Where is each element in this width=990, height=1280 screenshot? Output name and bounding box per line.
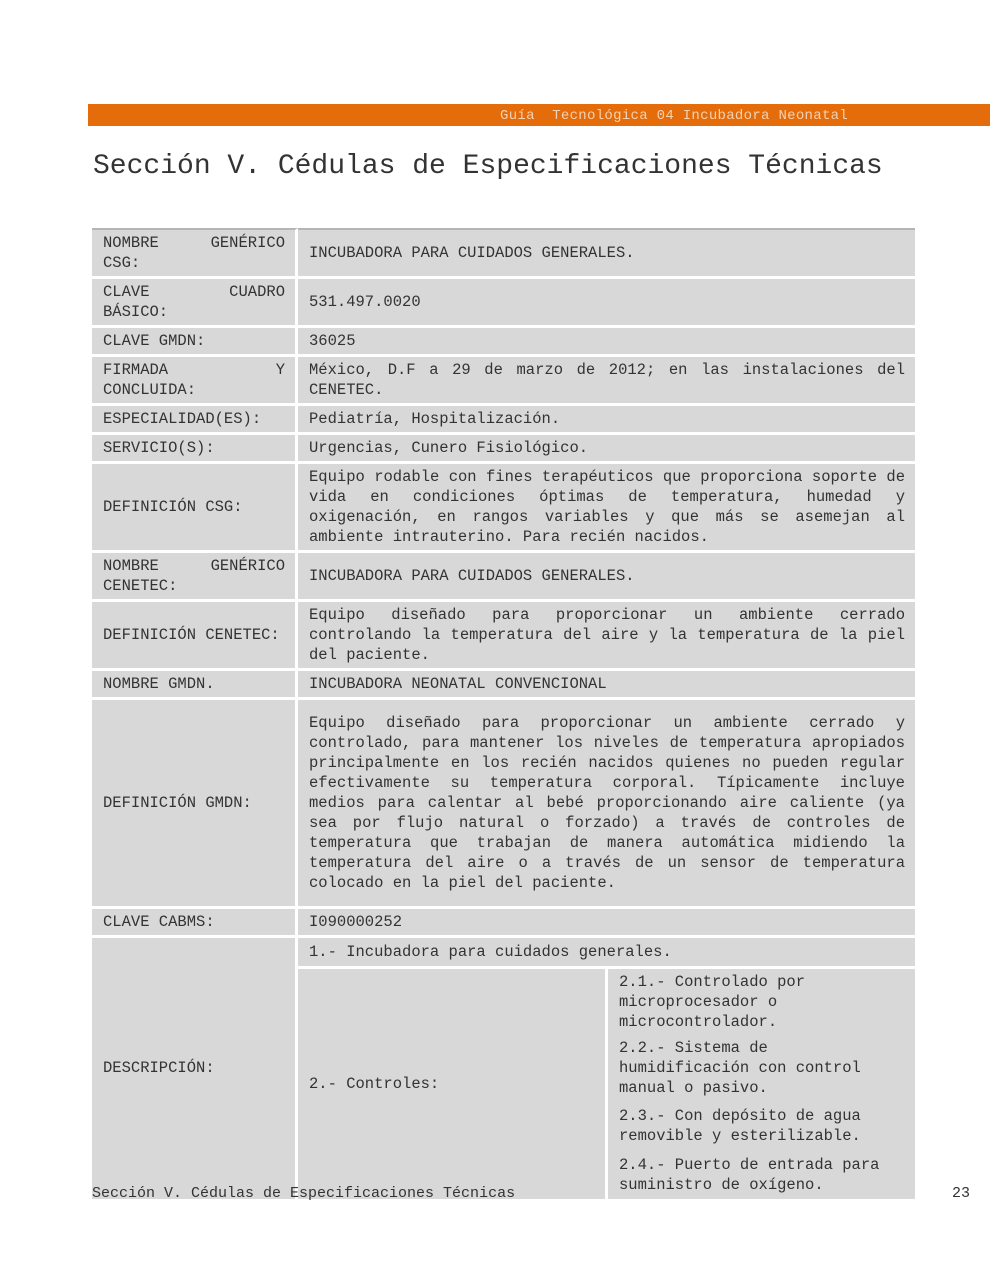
description-item-1: 1.- Incubadora para cuidados generales.: [298, 938, 915, 967]
control-item-row: [608, 1035, 915, 1101]
row-value: INCUBADORA PARA CUIDADOS GENERALES.: [298, 553, 915, 602]
row-label: DEFINICIÓN GMDN:: [92, 700, 298, 909]
description-subtable: [298, 938, 915, 1199]
row-label: NOMBRE GENÉRICO CENETEC:: [92, 553, 298, 602]
table-row: [92, 279, 915, 328]
page-footer: [92, 1184, 970, 1204]
table-row: [92, 553, 915, 602]
controls-row: [298, 967, 915, 1199]
row-label: FIRMADA Y CONCLUIDA:: [92, 357, 298, 406]
control-item: 2.3.- Con depósito de agua removible y esterilizable.: [608, 1101, 915, 1151]
row-label: CLAVE CUADRO BÁSICO:: [92, 279, 298, 328]
control-item: 2.1.- Controlado por microprocesador o microcontrolador.: [608, 969, 915, 1035]
row-label: NOMBRE GMDN.: [92, 671, 298, 700]
controls-subtable: [608, 969, 915, 1199]
row-value: Equipo diseñado para proporcionar un ambiente cerrado controlando la temperatura del aire y la temperatura de la piel del paciente.: [298, 602, 915, 671]
control-item-row: [608, 1101, 915, 1151]
row-label: CLAVE GMDN:: [92, 328, 298, 357]
row-value: Equipo rodable con fines terapéuticos que proporciona soporte de vida en condiciones óptimas de temperatura, humedad y oxigenación, en rangos variables y que más se asemejan al ambiente intrauterino. Para recién nacidos.: [298, 464, 915, 553]
running-header-title: Guía Tecnológica 04 Incubadora Neonatal: [500, 108, 849, 124]
row-value: INCUBADORA PARA CUIDADOS GENERALES.: [298, 228, 915, 279]
controls-label: 2.- Controles:: [298, 967, 607, 1199]
row-label: CLAVE CABMS:: [92, 909, 298, 938]
row-value: 531.497.0020: [298, 279, 915, 328]
control-item: 2.2.- Sistema de humidificación con control manual o pasivo.: [608, 1035, 915, 1101]
row-value: INCUBADORA NEONATAL CONVENCIONAL: [298, 671, 915, 700]
section-title: Sección V. Cédulas de Especificaciones Técnicas: [93, 151, 883, 182]
description-item-row: [298, 938, 915, 967]
table-row: [92, 602, 915, 671]
table-row: [92, 328, 915, 357]
footer-text: Sección V. Cédulas de Especificaciones Técnicas: [92, 1185, 516, 1202]
table-row: [92, 700, 915, 909]
description-label: DESCRIPCIÓN:: [92, 938, 298, 1199]
control-item: 2.4.- Puerto de entrada para suministro de oxígeno.: [608, 1151, 915, 1199]
table-row: [92, 357, 915, 406]
description-cell: [298, 938, 915, 1199]
running-header-bar: [88, 104, 990, 126]
row-label: DEFINICIÓN CSG:: [92, 464, 298, 553]
row-value: Pediatría, Hospitalización.: [298, 406, 915, 435]
table-row: [92, 909, 915, 938]
description-row: [92, 938, 915, 1199]
row-value: Equipo diseñado para proporcionar un ambiente cerrado y controlado, para mantener los niveles de temperatura apropiados principalmente en los recién nacidos quienes no pueden regular efectivamente su temperatura corporal. Típicamente incluye medios para calentar al bebé proporcionando aire caliente (ya sea por flujo natural o forzado) a través de controles de temperatura que trabajan de manera automática midiendo la temperatura del aire o a través de un sensor de temperatura colocado en la piel del paciente.: [298, 700, 915, 909]
table-row: [92, 464, 915, 553]
page-number: 23: [951, 1185, 970, 1202]
table-row: [92, 435, 915, 464]
row-value: Urgencias, Cunero Fisiológico.: [298, 435, 915, 464]
controls-cell: [607, 967, 916, 1199]
row-value: 36025: [298, 328, 915, 357]
specifications-table: [92, 228, 915, 1199]
row-label: NOMBRE GENÉRICO CSG:: [92, 228, 298, 279]
row-value: México, D.F a 29 de marzo de 2012; en las instalaciones del CENETEC.: [298, 357, 915, 406]
control-item-row: [608, 969, 915, 1035]
row-label: ESPECIALIDAD(ES):: [92, 406, 298, 435]
table-row: [92, 228, 915, 279]
row-value: I090000252: [298, 909, 915, 938]
table-row: [92, 671, 915, 700]
row-label: DEFINICIÓN CENETEC:: [92, 602, 298, 671]
row-label: SERVICIO(S):: [92, 435, 298, 464]
table-row: [92, 406, 915, 435]
